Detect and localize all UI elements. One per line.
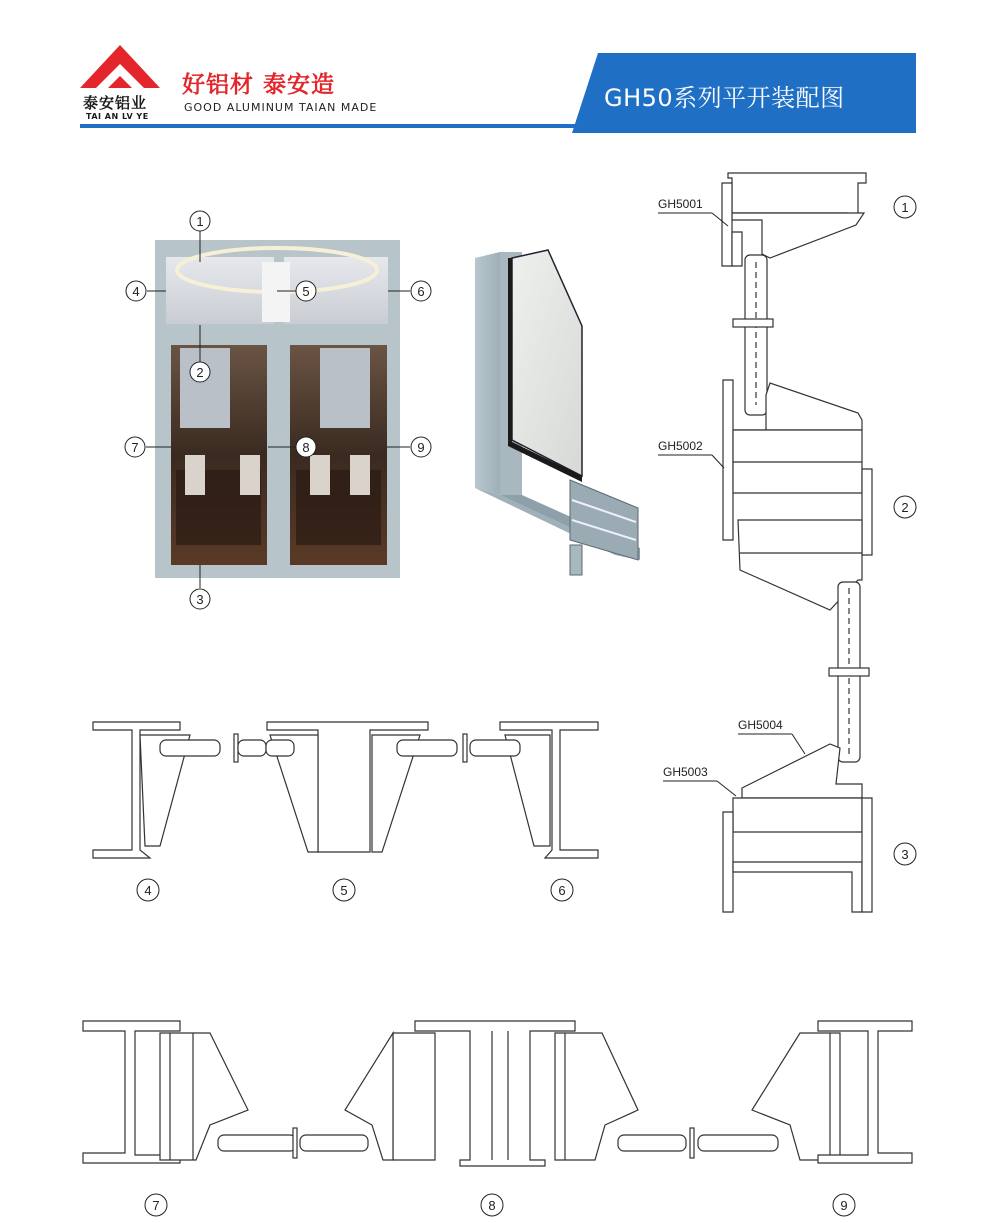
vertical-section-drawing: [722, 173, 872, 912]
svg-text:4: 4: [144, 883, 152, 898]
svg-text:1: 1: [901, 200, 909, 215]
sash-horizontal-section: [83, 1021, 912, 1166]
callout-7: [125, 437, 145, 457]
svg-text:8: 8: [302, 440, 310, 455]
callout-2: [190, 362, 210, 382]
svg-text:2: 2: [196, 365, 204, 380]
callout-5: [296, 281, 316, 301]
callout-3-section: [894, 843, 916, 865]
callout-8: [296, 437, 316, 457]
label-gh5003: GH5003: [663, 765, 708, 779]
svg-text:3: 3: [196, 592, 204, 607]
callout-8-section: [481, 1194, 503, 1216]
callout-3: [190, 589, 210, 609]
callout-circles-sash: [145, 1194, 855, 1216]
svg-text:8: 8: [488, 1198, 496, 1213]
callout-6-section: [551, 879, 573, 901]
corner-section-3d-image: [475, 250, 640, 575]
callout-2-section: [894, 496, 916, 518]
transom-horizontal-section: [93, 722, 598, 858]
slogan-cn: 好铝材 泰安造: [182, 72, 336, 98]
svg-text:5: 5: [302, 284, 310, 299]
callout-6: [411, 281, 431, 301]
callout-4-section: [137, 879, 159, 901]
callout-9: [411, 437, 431, 457]
svg-text:2: 2: [901, 500, 909, 515]
callout-4: [126, 281, 146, 301]
svg-text:9: 9: [840, 1198, 848, 1213]
brand-name-cn: 泰安铝业: [83, 94, 148, 112]
page-title: GH50系列平开装配图: [604, 84, 845, 112]
label-gh5004: GH5004: [738, 718, 783, 732]
svg-text:5: 5: [340, 883, 348, 898]
label-gh5001: GH5001: [658, 197, 703, 211]
svg-text:4: 4: [132, 284, 140, 299]
callout-5-section: [333, 879, 355, 901]
svg-text:6: 6: [417, 284, 425, 299]
brand-name-en: TAI AN LV YE: [86, 112, 149, 121]
svg-text:7: 7: [131, 440, 139, 455]
callout-9-section: [833, 1194, 855, 1216]
slogan-en: GOOD ALUMINUM TAIAN MADE: [184, 101, 378, 114]
svg-text:6: 6: [558, 883, 566, 898]
callout-circles-vertical: [894, 196, 916, 865]
callout-1: [190, 211, 210, 231]
label-gh5002: GH5002: [658, 439, 703, 453]
svg-text:3: 3: [901, 847, 909, 862]
callout-circles-transom: [137, 879, 573, 901]
svg-text:7: 7: [152, 1198, 160, 1213]
svg-text:1: 1: [196, 214, 204, 229]
callout-7-section: [145, 1194, 167, 1216]
svg-text:9: 9: [417, 440, 425, 455]
callout-1-section: [894, 196, 916, 218]
